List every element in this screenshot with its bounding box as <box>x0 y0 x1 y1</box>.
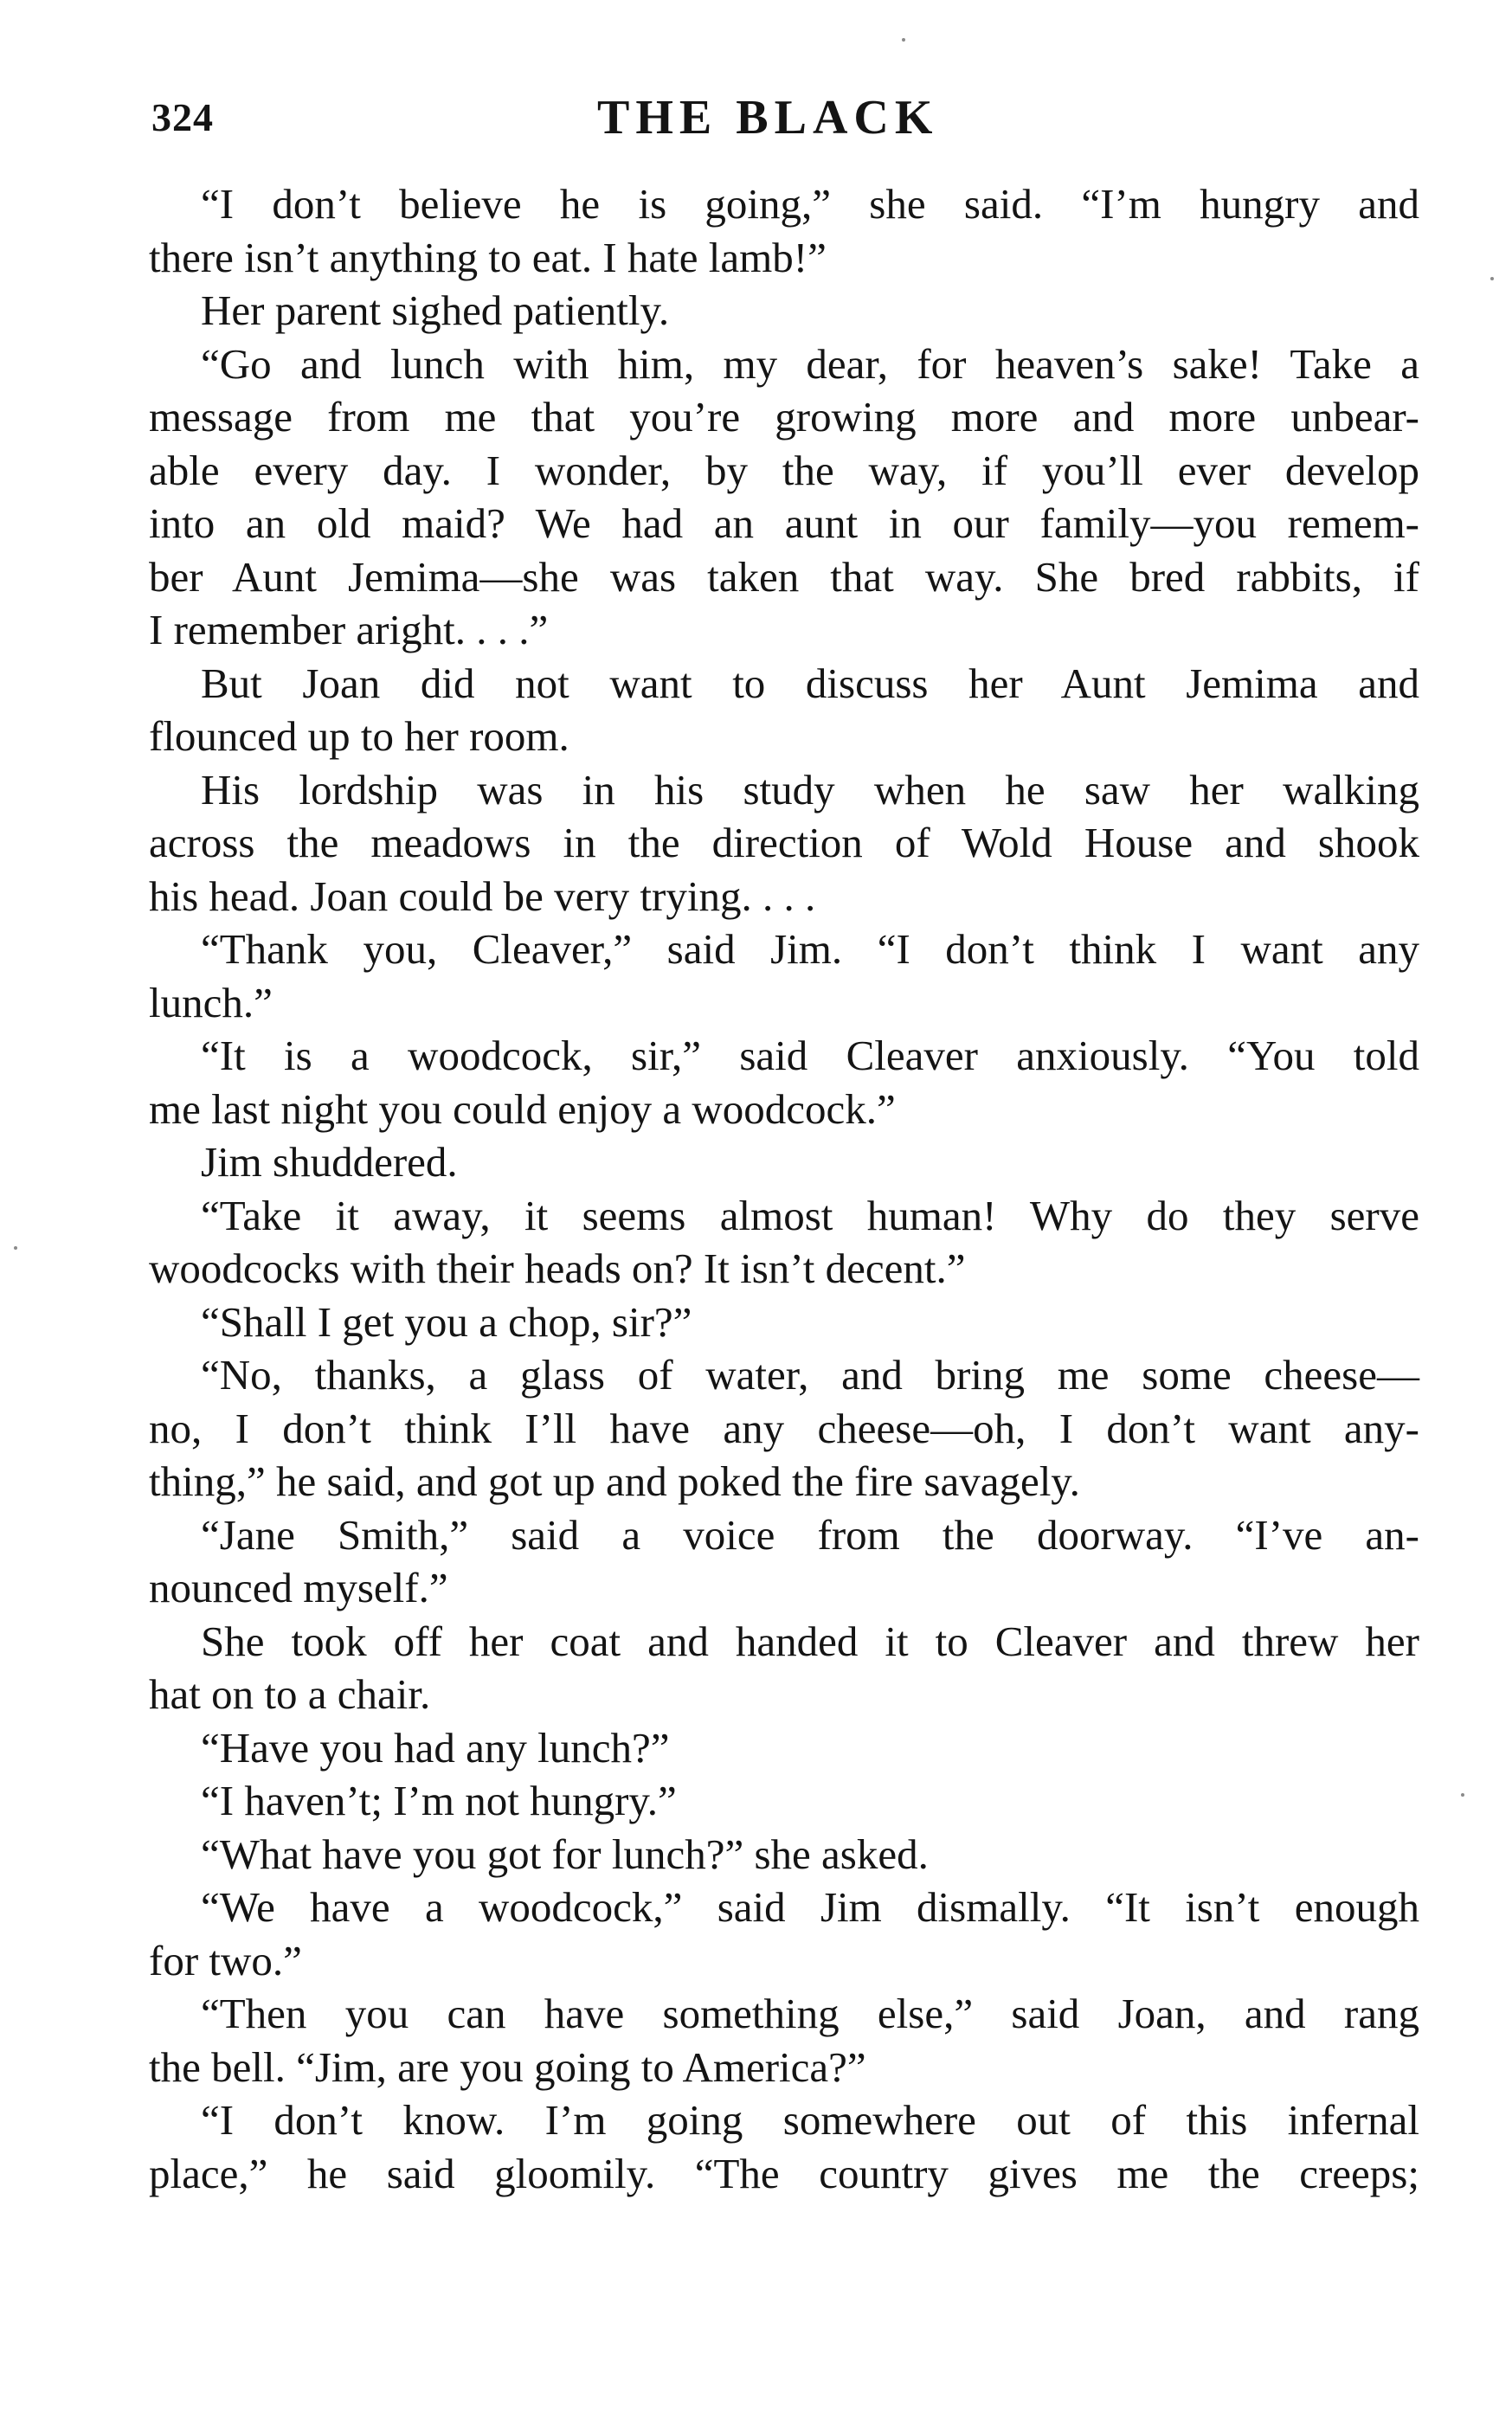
text-line: Her parent sighed patiently. <box>201 286 670 334</box>
text-line: thing,” he said, and got up and poked the fire savagely. <box>149 1457 1080 1505</box>
text-line: his head. Joan could be very trying. . . . <box>149 871 816 920</box>
text-line: into an old maid? We had an aunt in our family—you remem- <box>149 499 1419 547</box>
running-head: THE BLACK <box>597 91 939 145</box>
text-line: “Go and lunch with him, my dear, for heaven’s sake! Take a <box>201 339 1419 388</box>
text-line: “Have you had any lunch?” <box>201 1723 670 1772</box>
text-line: woodcocks with their heads on? It isn’t decent.” <box>149 1244 966 1292</box>
text-line: But Joan did not want to discuss her Aunt Jemima and <box>201 659 1419 707</box>
text-line: “Thank you, Cleaver,” said Jim. “I don’t think I want any <box>201 925 1419 973</box>
body-text <box>149 177 1419 2200</box>
paper-speck <box>14 1246 17 1250</box>
text-line: “I don’t know. I’m going somewhere out of this infernal <box>201 2096 1419 2144</box>
text-line: “Shall I get you a chop, sir?” <box>201 1297 692 1346</box>
text-line: lunch.” <box>149 978 273 1026</box>
paper-speck <box>1490 277 1494 280</box>
text-line: “Take it away, it seems almost human! Why do they serve <box>201 1191 1419 1239</box>
text-line: place,” he said gloomily. “The country gives me the creeps; <box>149 2149 1419 2197</box>
text-line: “Then you can have something else,” said Joan, and rang <box>201 1990 1419 2037</box>
text-line: Jim shuddered. <box>201 1138 458 1186</box>
text-line: “I haven’t; I’m not hungry.” <box>201 1777 677 1824</box>
text-line: across the meadows in the direction of Wold House and shook <box>149 819 1419 866</box>
text-line: I remember aright. . . .” <box>149 606 549 653</box>
text-line: “We have a woodcock,” said Jim dismally. “It isn’t enough <box>201 1883 1419 1931</box>
text-line: no, I don’t think I’ll have any cheese—oh, I don’t want any- <box>149 1404 1419 1452</box>
text-line: She took off her coat and handed it to Cleaver and threw her <box>201 1617 1419 1665</box>
text-line: ber Aunt Jemima—she was taken that way. She bred rabbits, if <box>149 552 1419 601</box>
paper-speck <box>902 38 905 42</box>
text-line: me last night you could enjoy a woodcock.” <box>149 1084 896 1133</box>
text-line: there isn’t anything to eat. I hate lamb!” <box>149 233 827 281</box>
text-line: message from me that you’re growing more and more unbear- <box>149 393 1419 441</box>
text-line: “What have you got for lunch?” she asked. <box>201 1830 929 1878</box>
text-line: for two.” <box>149 1936 302 1984</box>
text-line: able every day. I wonder, by the way, if you’ll ever develop <box>149 446 1419 494</box>
text-line: “No, thanks, a glass of water, and bring me some cheese— <box>201 1351 1419 1399</box>
text-line: flounced up to her room. <box>149 712 569 760</box>
text-line: “It is a woodcock, sir,” said Cleaver anxiously. “You told <box>201 1032 1419 1079</box>
text-line: the bell. “Jim, are you going to America?” <box>149 2042 866 2091</box>
page-header <box>151 80 1415 149</box>
text-line: nounced myself.” <box>149 1564 448 1611</box>
text-line: hat on to a chair. <box>149 1670 431 1718</box>
text-line: “I don’t believe he is going,” she said. “I’m hungry and <box>201 180 1419 228</box>
text-line: His lordship was in his study when he saw her walking <box>201 765 1419 814</box>
paper-speck <box>1461 1793 1464 1797</box>
page-number: 324 <box>151 95 214 139</box>
text-line: “Jane Smith,” said a voice from the doorway. “I’ve an- <box>201 1510 1419 1559</box>
